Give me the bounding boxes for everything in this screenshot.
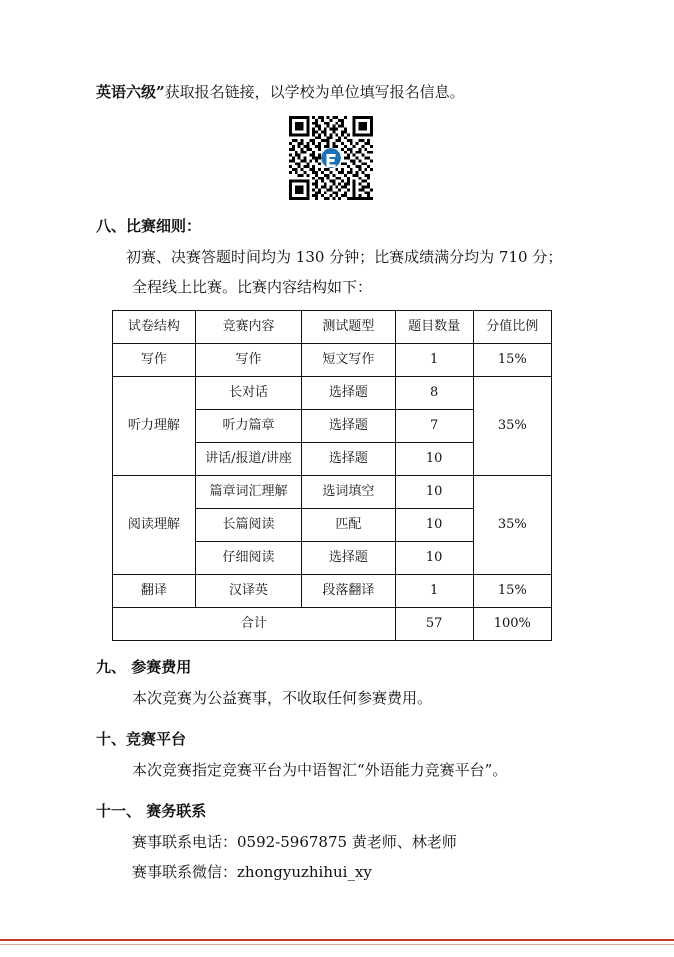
qr-code-image	[289, 116, 373, 200]
cell-count: 1	[395, 344, 473, 377]
contact-wechat-line: 赛事联系微信：zhongyuzhihui_xy	[132, 863, 372, 881]
footer-rule	[0, 939, 674, 941]
section-heading-8: 八、比赛细则：	[96, 217, 202, 235]
cell-count: 1	[395, 575, 473, 608]
section-10-paragraph-1: 本次竞赛指定竞赛平台为中语智汇“外语能力竞赛平台”。	[132, 761, 508, 779]
cell-count: 10	[395, 476, 473, 509]
cell-total-label: 合计	[113, 608, 396, 641]
cell-ratio: 15%	[473, 575, 551, 608]
cell-structure: 写作	[113, 344, 196, 377]
document-content	[96, 78, 566, 887]
exam-structure-table	[112, 310, 552, 641]
cell-count: 10	[395, 509, 473, 542]
table-header-ratio: 分值比例	[473, 311, 551, 344]
qr-code-wrapper	[96, 116, 566, 200]
cell-content: 写作	[195, 344, 301, 377]
table-row	[113, 344, 552, 377]
cell-content: 篇章词汇理解	[195, 476, 301, 509]
section-heading-10: 十、竞赛平台	[96, 730, 187, 748]
section-8-paragraph-2: 全程线上比赛。比赛内容结构如下：	[132, 278, 373, 296]
cell-count: 10	[395, 443, 473, 476]
lead-rest: 获取报名链接，以学校为单位填写报名信息。	[164, 83, 465, 101]
contact-phone-line: 赛事联系电话：0592-5967875 黄老师、林老师	[132, 833, 457, 851]
cell-type: 选择题	[302, 443, 395, 476]
section-heading-9: 九、 参赛费用	[96, 658, 192, 676]
cell-count: 10	[395, 542, 473, 575]
cell-type: 选择题	[302, 377, 395, 410]
cell-type: 选择题	[302, 410, 395, 443]
table-header-type: 测试题型	[302, 311, 395, 344]
cell-content: 长对话	[195, 377, 301, 410]
footer-rule-secondary	[0, 944, 674, 945]
lead-paragraph	[96, 78, 566, 106]
table-row	[113, 476, 552, 509]
table-row	[113, 575, 552, 608]
table-header-structure: 试卷结构	[113, 311, 196, 344]
cell-type: 选择题	[302, 542, 395, 575]
table-header-row	[113, 311, 552, 344]
cell-ratio: 35%	[473, 476, 551, 575]
cell-structure: 翻译	[113, 575, 196, 608]
table-header-count: 题目数量	[395, 311, 473, 344]
cell-type: 匹配	[302, 509, 395, 542]
cell-content: 长篇阅读	[195, 509, 301, 542]
table-total-row	[113, 608, 552, 641]
table-header-content: 竞赛内容	[195, 311, 301, 344]
lead-bold-prefix: 英语六级”	[96, 83, 165, 101]
cell-ratio: 15%	[473, 344, 551, 377]
cell-total-count: 57	[395, 608, 473, 641]
cell-content: 听力篇章	[195, 410, 301, 443]
qr-code	[289, 116, 373, 200]
section-heading-11: 十一、 赛务联系	[96, 802, 207, 820]
cell-count: 8	[395, 377, 473, 410]
cell-content: 仔细阅读	[195, 542, 301, 575]
cell-type: 短文写作	[302, 344, 395, 377]
cell-content: 讲话/报道/讲座	[195, 443, 301, 476]
section-9-paragraph-1: 本次竞赛为公益赛事，不收取任何参赛费用。	[132, 689, 433, 707]
cell-structure: 阅读理解	[113, 476, 196, 575]
cell-ratio: 35%	[473, 377, 551, 476]
table-row	[113, 377, 552, 410]
cell-total-ratio: 100%	[473, 608, 551, 641]
section-8-paragraph-1: 初赛、决赛答题时间均为 130 分钟；比赛成绩满分均为 710 分；	[126, 248, 563, 266]
cell-type: 段落翻译	[302, 575, 395, 608]
cell-structure: 听力理解	[113, 377, 196, 476]
cell-content: 汉译英	[195, 575, 301, 608]
cell-count: 7	[395, 410, 473, 443]
cell-type: 选词填空	[302, 476, 395, 509]
